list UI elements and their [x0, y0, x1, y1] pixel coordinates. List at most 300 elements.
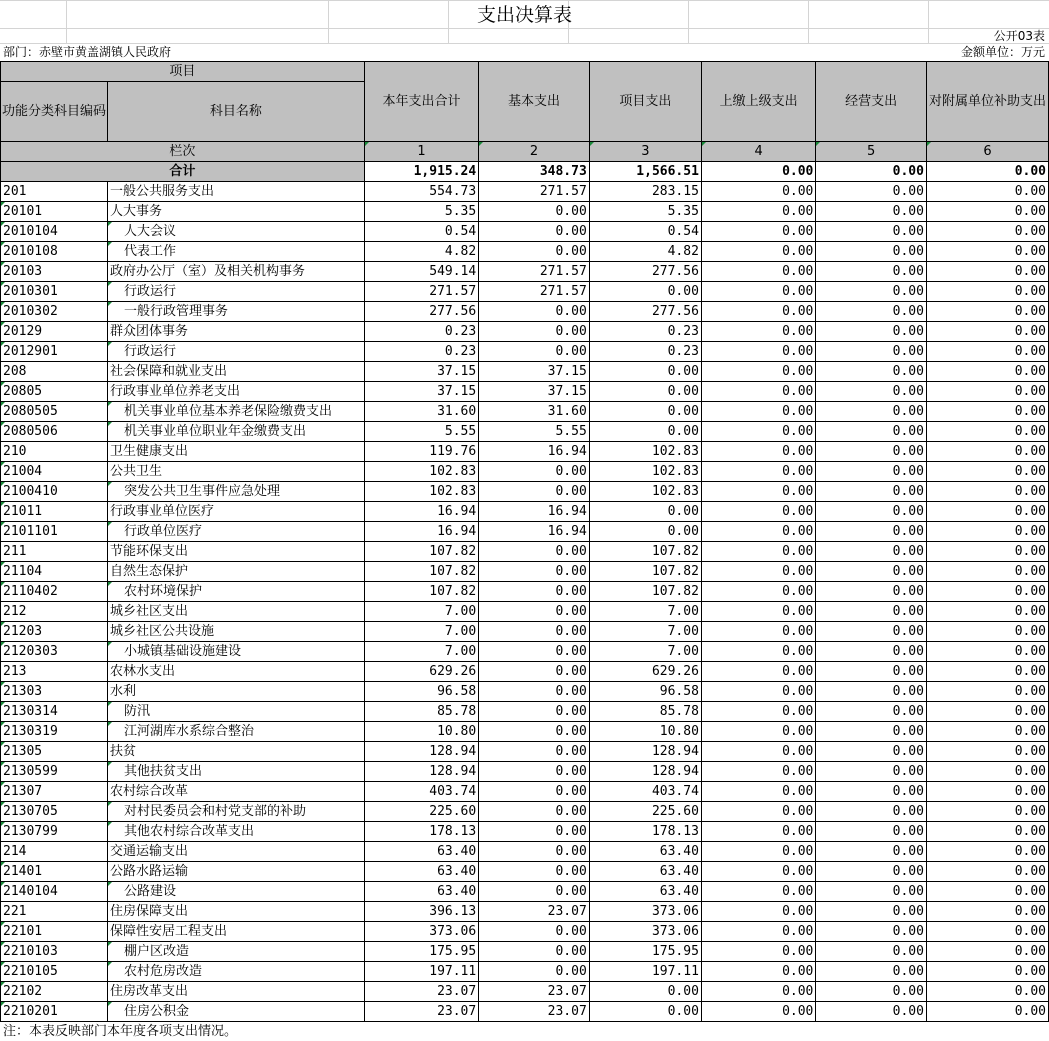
row-value-2: 0.00 — [479, 962, 590, 982]
table-row — [1, 522, 1049, 542]
row-value-2: 0.00 — [479, 862, 590, 882]
row-value-2: 0.00 — [479, 602, 590, 622]
header-col-4: 上缴上级支出 — [701, 62, 815, 142]
total-label: 合计 — [1, 162, 365, 182]
row-value-5: 0.00 — [816, 502, 927, 522]
row-value-5: 0.00 — [816, 462, 927, 482]
row-value-4: 0.00 — [701, 602, 815, 622]
row-name: 住房公积金 — [108, 1002, 365, 1022]
row-value-6: 0.00 — [926, 922, 1048, 942]
row-value-5: 0.00 — [816, 822, 927, 842]
row-value-2: 23.07 — [479, 1002, 590, 1022]
table-row — [1, 502, 1049, 522]
row-value-1: 10.80 — [364, 722, 478, 742]
row-name: 小城镇基础设施建设 — [108, 642, 365, 662]
table-row — [1, 682, 1049, 702]
row-value-2: 271.57 — [479, 182, 590, 202]
row-value-5: 0.00 — [816, 682, 927, 702]
row-value-4: 0.00 — [701, 522, 815, 542]
row-code: 21104 — [1, 562, 108, 582]
row-value-5: 0.00 — [816, 782, 927, 802]
row-value-2: 271.57 — [479, 282, 590, 302]
row-code: 2210103 — [1, 942, 108, 962]
row-value-6: 0.00 — [926, 362, 1048, 382]
table-row — [1, 302, 1049, 322]
row-value-2: 0.00 — [479, 822, 590, 842]
row-name: 群众团体事务 — [108, 322, 365, 342]
row-value-3: 0.00 — [589, 282, 701, 302]
row-name: 江河湖库水系综合整治 — [108, 722, 365, 742]
row-name: 行政单位医疗 — [108, 522, 365, 542]
row-value-5: 0.00 — [816, 942, 927, 962]
row-code: 21004 — [1, 462, 108, 482]
row-value-5: 0.00 — [816, 722, 927, 742]
row-name: 扶贫 — [108, 742, 365, 762]
col-num-2: 2 — [479, 142, 590, 162]
row-name: 城乡社区支出 — [108, 602, 365, 622]
row-value-1: 396.13 — [364, 902, 478, 922]
row-value-1: 554.73 — [364, 182, 478, 202]
header-col-3: 项目支出 — [589, 62, 701, 142]
row-value-2: 0.00 — [479, 342, 590, 362]
row-value-5: 0.00 — [816, 702, 927, 722]
row-value-5: 0.00 — [816, 622, 927, 642]
row-value-1: 197.11 — [364, 962, 478, 982]
row-value-3: 102.83 — [589, 442, 701, 462]
row-value-6: 0.00 — [926, 382, 1048, 402]
row-value-5: 0.00 — [816, 862, 927, 882]
row-value-1: 403.74 — [364, 782, 478, 802]
row-name: 节能环保支出 — [108, 542, 365, 562]
row-name: 农村综合改革 — [108, 782, 365, 802]
row-value-1: 102.83 — [364, 482, 478, 502]
row-name: 交通运输支出 — [108, 842, 365, 862]
row-value-5: 0.00 — [816, 182, 927, 202]
total-value-5: 0.00 — [816, 162, 927, 182]
row-value-3: 373.06 — [589, 902, 701, 922]
row-code: 22101 — [1, 922, 108, 942]
row-value-6: 0.00 — [926, 722, 1048, 742]
row-value-6: 0.00 — [926, 982, 1048, 1002]
row-value-1: 549.14 — [364, 262, 478, 282]
row-value-5: 0.00 — [816, 202, 927, 222]
row-value-3: 0.00 — [589, 522, 701, 542]
row-value-2: 23.07 — [479, 902, 590, 922]
header-col-1: 本年支出合计 — [364, 62, 478, 142]
row-value-6: 0.00 — [926, 582, 1048, 602]
row-code: 208 — [1, 362, 108, 382]
table-row — [1, 722, 1049, 742]
row-code: 212 — [1, 602, 108, 622]
row-value-6: 0.00 — [926, 682, 1048, 702]
row-name: 公共卫生 — [108, 462, 365, 482]
row-value-6: 0.00 — [926, 342, 1048, 362]
total-value-2: 348.73 — [479, 162, 590, 182]
row-value-3: 629.26 — [589, 662, 701, 682]
row-value-2: 23.07 — [479, 982, 590, 1002]
col-num-4: 4 — [701, 142, 815, 162]
row-value-6: 0.00 — [926, 202, 1048, 222]
row-value-6: 0.00 — [926, 882, 1048, 902]
row-value-2: 37.15 — [479, 362, 590, 382]
row-name: 防汛 — [108, 702, 365, 722]
row-value-1: 23.07 — [364, 982, 478, 1002]
row-value-1: 119.76 — [364, 442, 478, 462]
row-value-5: 0.00 — [816, 922, 927, 942]
row-value-2: 0.00 — [479, 562, 590, 582]
row-value-4: 0.00 — [701, 842, 815, 862]
table-row — [1, 422, 1049, 442]
row-name: 农村危房改造 — [108, 962, 365, 982]
row-name: 机关事业单位基本养老保险缴费支出 — [108, 402, 365, 422]
row-value-5: 0.00 — [816, 842, 927, 862]
table-row — [1, 702, 1049, 722]
row-value-5: 0.00 — [816, 982, 927, 1002]
row-value-4: 0.00 — [701, 222, 815, 242]
row-value-3: 10.80 — [589, 722, 701, 742]
row-value-4: 0.00 — [701, 922, 815, 942]
row-value-4: 0.00 — [701, 322, 815, 342]
row-value-2: 0.00 — [479, 322, 590, 342]
row-code: 2101101 — [1, 522, 108, 542]
row-value-3: 283.15 — [589, 182, 701, 202]
row-value-1: 96.58 — [364, 682, 478, 702]
table-row — [1, 662, 1049, 682]
row-name: 对村民委员会和村党支部的补助 — [108, 802, 365, 822]
row-value-5: 0.00 — [816, 382, 927, 402]
row-value-1: 5.55 — [364, 422, 478, 442]
row-value-2: 0.00 — [479, 802, 590, 822]
row-value-4: 0.00 — [701, 562, 815, 582]
row-value-5: 0.00 — [816, 642, 927, 662]
table-row — [1, 842, 1049, 862]
row-code: 20129 — [1, 322, 108, 342]
row-value-1: 107.82 — [364, 542, 478, 562]
table-row — [1, 462, 1049, 482]
row-value-6: 0.00 — [926, 862, 1048, 882]
row-value-5: 0.00 — [816, 302, 927, 322]
row-value-5: 0.00 — [816, 402, 927, 422]
row-value-4: 0.00 — [701, 822, 815, 842]
row-code: 21401 — [1, 862, 108, 882]
row-value-3: 63.40 — [589, 882, 701, 902]
amount-unit-label: 金额单位：万元 — [960, 45, 1045, 59]
row-value-5: 0.00 — [816, 902, 927, 922]
row-value-3: 403.74 — [589, 782, 701, 802]
row-code: 211 — [1, 542, 108, 562]
table-row — [1, 182, 1049, 202]
row-value-6: 0.00 — [926, 642, 1048, 662]
row-code: 2210201 — [1, 1002, 108, 1022]
total-row — [1, 162, 1049, 182]
row-code: 2140104 — [1, 882, 108, 902]
row-value-2: 16.94 — [479, 502, 590, 522]
row-value-6: 0.00 — [926, 602, 1048, 622]
header-item: 项目 — [1, 62, 365, 82]
row-value-4: 0.00 — [701, 282, 815, 302]
row-name: 人大事务 — [108, 202, 365, 222]
row-value-6: 0.00 — [926, 542, 1048, 562]
row-value-2: 16.94 — [479, 522, 590, 542]
table-row — [1, 402, 1049, 422]
row-name: 其他扶贫支出 — [108, 762, 365, 782]
row-value-4: 0.00 — [701, 542, 815, 562]
row-name: 城乡社区公共设施 — [108, 622, 365, 642]
row-value-4: 0.00 — [701, 302, 815, 322]
table-row — [1, 562, 1049, 582]
row-code: 22102 — [1, 982, 108, 1002]
row-value-3: 96.58 — [589, 682, 701, 702]
row-value-6: 0.00 — [926, 942, 1048, 962]
row-value-3: 4.82 — [589, 242, 701, 262]
row-value-6: 0.00 — [926, 502, 1048, 522]
row-name: 政府办公厅（室）及相关机构事务 — [108, 262, 365, 282]
table-row — [1, 782, 1049, 802]
row-value-5: 0.00 — [816, 282, 927, 302]
row-value-2: 0.00 — [479, 222, 590, 242]
row-value-2: 31.60 — [479, 402, 590, 422]
row-value-1: 175.95 — [364, 942, 478, 962]
row-code: 210 — [1, 442, 108, 462]
row-value-1: 225.60 — [364, 802, 478, 822]
row-value-2: 0.00 — [479, 242, 590, 262]
row-value-4: 0.00 — [701, 682, 815, 702]
row-name: 公路水路运输 — [108, 862, 365, 882]
row-value-2: 0.00 — [479, 542, 590, 562]
row-value-2: 0.00 — [479, 662, 590, 682]
row-code: 2130314 — [1, 702, 108, 722]
row-value-5: 0.00 — [816, 662, 927, 682]
row-value-2: 0.00 — [479, 682, 590, 702]
table-row — [1, 942, 1049, 962]
row-value-6: 0.00 — [926, 562, 1048, 582]
row-code: 2130799 — [1, 822, 108, 842]
row-value-4: 0.00 — [701, 622, 815, 642]
row-value-2: 0.00 — [479, 922, 590, 942]
row-value-2: 5.55 — [479, 422, 590, 442]
table-row — [1, 962, 1049, 982]
row-value-3: 63.40 — [589, 862, 701, 882]
header-name: 科目名称 — [108, 82, 365, 142]
header-col-2: 基本支出 — [479, 62, 590, 142]
row-value-6: 0.00 — [926, 622, 1048, 642]
row-value-1: 107.82 — [364, 582, 478, 602]
row-value-3: 5.35 — [589, 202, 701, 222]
row-value-1: 373.06 — [364, 922, 478, 942]
row-value-2: 0.00 — [479, 302, 590, 322]
row-value-6: 0.00 — [926, 702, 1048, 722]
row-name: 行政事业单位养老支出 — [108, 382, 365, 402]
row-value-2: 271.57 — [479, 262, 590, 282]
form-number: 公开03表 — [993, 29, 1045, 43]
department-label: 部门：赤壁市黄盖湖镇人民政府 — [3, 45, 172, 59]
row-code: 21011 — [1, 502, 108, 522]
row-name: 代表工作 — [108, 242, 365, 262]
total-value-4: 0.00 — [701, 162, 815, 182]
row-value-1: 7.00 — [364, 602, 478, 622]
row-value-4: 0.00 — [701, 342, 815, 362]
row-code: 20103 — [1, 262, 108, 282]
row-value-1: 63.40 — [364, 862, 478, 882]
row-code: 20805 — [1, 382, 108, 402]
row-value-3: 178.13 — [589, 822, 701, 842]
row-value-3: 7.00 — [589, 642, 701, 662]
row-value-6: 0.00 — [926, 262, 1048, 282]
row-value-3: 107.82 — [589, 542, 701, 562]
row-value-4: 0.00 — [701, 762, 815, 782]
row-value-2: 16.94 — [479, 442, 590, 462]
row-value-3: 0.00 — [589, 502, 701, 522]
row-code: 2120303 — [1, 642, 108, 662]
row-value-2: 0.00 — [479, 842, 590, 862]
page-title: 支出决算表 — [476, 4, 572, 26]
row-value-3: 0.00 — [589, 422, 701, 442]
row-code: 21307 — [1, 782, 108, 802]
row-code: 2010301 — [1, 282, 108, 302]
row-value-4: 0.00 — [701, 242, 815, 262]
row-value-2: 0.00 — [479, 942, 590, 962]
row-value-3: 373.06 — [589, 922, 701, 942]
row-value-5: 0.00 — [816, 582, 927, 602]
row-value-5: 0.00 — [816, 242, 927, 262]
row-name: 一般行政管理事务 — [108, 302, 365, 322]
row-value-3: 85.78 — [589, 702, 701, 722]
row-value-3: 7.00 — [589, 602, 701, 622]
row-value-3: 128.94 — [589, 742, 701, 762]
table-row — [1, 262, 1049, 282]
header-col-6: 对附属单位补助支出 — [926, 62, 1048, 142]
row-value-4: 0.00 — [701, 442, 815, 462]
row-value-1: 0.23 — [364, 342, 478, 362]
row-value-4: 0.00 — [701, 402, 815, 422]
row-value-1: 178.13 — [364, 822, 478, 842]
row-value-6: 0.00 — [926, 842, 1048, 862]
table-row — [1, 322, 1049, 342]
row-value-3: 197.11 — [589, 962, 701, 982]
row-value-3: 128.94 — [589, 762, 701, 782]
row-value-3: 63.40 — [589, 842, 701, 862]
row-value-6: 0.00 — [926, 902, 1048, 922]
row-value-6: 0.00 — [926, 742, 1048, 762]
row-name: 水利 — [108, 682, 365, 702]
table-row — [1, 822, 1049, 842]
footnote: 注：本表反映部门本年度各项支出情况。 — [3, 1024, 238, 1039]
row-value-3: 0.00 — [589, 402, 701, 422]
row-code: 21305 — [1, 742, 108, 762]
row-value-4: 0.00 — [701, 362, 815, 382]
row-value-4: 0.00 — [701, 902, 815, 922]
table-row — [1, 642, 1049, 662]
row-value-3: 0.00 — [589, 362, 701, 382]
table-row — [1, 862, 1049, 882]
row-value-6: 0.00 — [926, 822, 1048, 842]
row-value-6: 0.00 — [926, 422, 1048, 442]
table-row — [1, 342, 1049, 362]
row-value-4: 0.00 — [701, 1002, 815, 1022]
row-name: 保障性安居工程支出 — [108, 922, 365, 942]
table-row — [1, 982, 1049, 1002]
row-code: 2210105 — [1, 962, 108, 982]
col-num-5: 5 — [816, 142, 927, 162]
row-value-1: 107.82 — [364, 562, 478, 582]
row-value-1: 4.82 — [364, 242, 478, 262]
row-value-2: 0.00 — [479, 622, 590, 642]
row-value-4: 0.00 — [701, 722, 815, 742]
row-name: 住房改革支出 — [108, 982, 365, 1002]
row-value-4: 0.00 — [701, 202, 815, 222]
row-name: 一般公共服务支出 — [108, 182, 365, 202]
row-value-1: 7.00 — [364, 642, 478, 662]
row-value-5: 0.00 — [816, 762, 927, 782]
row-value-1: 102.83 — [364, 462, 478, 482]
row-value-6: 0.00 — [926, 802, 1048, 822]
row-value-5: 0.00 — [816, 542, 927, 562]
table-row — [1, 1002, 1049, 1022]
total-value-6: 0.00 — [926, 162, 1048, 182]
row-name: 突发公共卫生事件应急处理 — [108, 482, 365, 502]
row-value-5: 0.00 — [816, 442, 927, 462]
row-code: 2100410 — [1, 482, 108, 502]
row-value-3: 0.54 — [589, 222, 701, 242]
row-value-4: 0.00 — [701, 182, 815, 202]
row-value-2: 37.15 — [479, 382, 590, 402]
row-value-2: 0.00 — [479, 882, 590, 902]
row-code: 2010108 — [1, 242, 108, 262]
row-value-4: 0.00 — [701, 882, 815, 902]
row-value-4: 0.00 — [701, 642, 815, 662]
row-code: 2110402 — [1, 582, 108, 602]
row-value-6: 0.00 — [926, 462, 1048, 482]
row-value-3: 7.00 — [589, 622, 701, 642]
row-value-5: 0.00 — [816, 222, 927, 242]
total-value-3: 1,566.51 — [589, 162, 701, 182]
table-row — [1, 742, 1049, 762]
row-value-2: 0.00 — [479, 202, 590, 222]
col-num-1: 1 — [364, 142, 478, 162]
row-value-5: 0.00 — [816, 342, 927, 362]
row-number-label: 栏次 — [1, 142, 365, 162]
table-row — [1, 622, 1049, 642]
row-value-6: 0.00 — [926, 242, 1048, 262]
table-row — [1, 802, 1049, 822]
row-code: 2080506 — [1, 422, 108, 442]
row-name: 自然生态保护 — [108, 562, 365, 582]
row-value-1: 629.26 — [364, 662, 478, 682]
row-code: 21203 — [1, 622, 108, 642]
row-value-3: 0.23 — [589, 342, 701, 362]
row-value-1: 0.54 — [364, 222, 478, 242]
expenditure-table — [0, 61, 1049, 1022]
row-value-2: 0.00 — [479, 782, 590, 802]
row-value-3: 225.60 — [589, 802, 701, 822]
row-value-1: 63.40 — [364, 882, 478, 902]
row-value-6: 0.00 — [926, 222, 1048, 242]
row-value-4: 0.00 — [701, 382, 815, 402]
row-value-4: 0.00 — [701, 662, 815, 682]
table-row — [1, 202, 1049, 222]
row-value-5: 0.00 — [816, 262, 927, 282]
row-name: 社会保障和就业支出 — [108, 362, 365, 382]
table-row — [1, 602, 1049, 622]
row-code: 213 — [1, 662, 108, 682]
row-code: 221 — [1, 902, 108, 922]
row-value-6: 0.00 — [926, 322, 1048, 342]
row-value-4: 0.00 — [701, 422, 815, 442]
row-name: 卫生健康支出 — [108, 442, 365, 462]
row-value-2: 0.00 — [479, 702, 590, 722]
row-value-5: 0.00 — [816, 422, 927, 442]
table-row — [1, 542, 1049, 562]
